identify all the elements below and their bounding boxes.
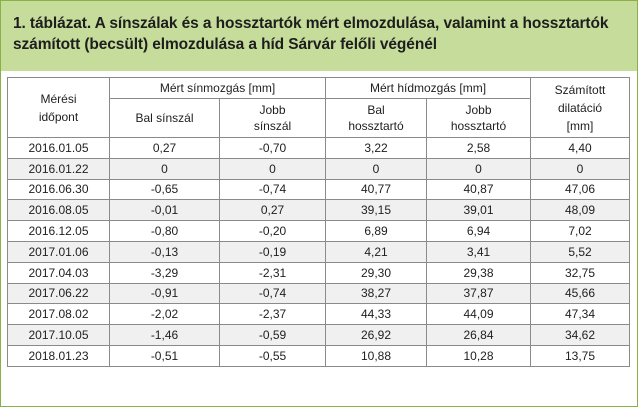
- cell-date: 2016.06.30: [8, 179, 110, 200]
- cell-right-girder: 39,01: [427, 200, 531, 221]
- cell-calc-dilation: 45,66: [531, 283, 630, 304]
- table-header: [8, 78, 630, 138]
- cell-date: 2018.01.23: [8, 345, 110, 366]
- cell-right-rail: -0,20: [220, 221, 326, 242]
- caption-line-2: számított (becsült) elmozdulása a híd Sárvár felőli végénél: [13, 36, 437, 53]
- header-right-girder: [427, 99, 531, 138]
- cell-calc-dilation: 13,75: [531, 345, 630, 366]
- cell-left-girder: 4,21: [326, 241, 427, 262]
- cell-left-rail: -0,65: [110, 179, 220, 200]
- cell-left-rail: -2,02: [110, 304, 220, 325]
- cell-left-rail: -3,29: [110, 262, 220, 283]
- cell-right-girder: 0: [427, 158, 531, 179]
- cell-right-girder: 44,09: [427, 304, 531, 325]
- table-row: [8, 283, 630, 304]
- cell-right-rail: -0,70: [220, 138, 326, 159]
- table-row: [8, 138, 630, 159]
- cell-right-girder: 26,84: [427, 325, 531, 346]
- cell-date: 2016.08.05: [8, 200, 110, 221]
- cell-date: 2016.01.22: [8, 158, 110, 179]
- cell-left-rail: -0,80: [110, 221, 220, 242]
- cell-right-girder: 10,28: [427, 345, 531, 366]
- cell-calc-dilation: 4,40: [531, 138, 630, 159]
- cell-calc-dilation: 32,75: [531, 262, 630, 283]
- table-caption: [1, 1, 637, 71]
- cell-right-rail: -0,74: [220, 283, 326, 304]
- cell-right-rail: -2,31: [220, 262, 326, 283]
- header-calc-line-1: Számított: [554, 82, 606, 97]
- table-row: [8, 241, 630, 262]
- table-row: [8, 325, 630, 346]
- cell-right-rail: -0,74: [220, 179, 326, 200]
- cell-calc-dilation: 34,62: [531, 325, 630, 346]
- cell-date: 2017.08.02: [8, 304, 110, 325]
- header-calc-dilation: [531, 78, 630, 138]
- header-date: [8, 78, 110, 138]
- cell-calc-dilation: 5,52: [531, 241, 630, 262]
- table-row: [8, 262, 630, 283]
- cell-calc-dilation: 47,06: [531, 179, 630, 200]
- cell-left-rail: -0,13: [110, 241, 220, 262]
- table-row: [8, 179, 630, 200]
- cell-right-girder: 2,58: [427, 138, 531, 159]
- cell-date: 2017.10.05: [8, 325, 110, 346]
- header-left-girder-line-1: Bal: [367, 103, 385, 117]
- cell-right-rail: 0,27: [220, 200, 326, 221]
- table-row: [8, 345, 630, 366]
- cell-calc-dilation: 47,34: [531, 304, 630, 325]
- header-rail-group: Mért sínmozgás [mm]: [110, 78, 326, 99]
- cell-date: 2017.01.06: [8, 241, 110, 262]
- cell-date: 2016.12.05: [8, 221, 110, 242]
- table-body: [8, 138, 630, 367]
- cell-date: 2016.01.05: [8, 138, 110, 159]
- cell-left-rail: 0,27: [110, 138, 220, 159]
- cell-right-rail: -0,19: [220, 241, 326, 262]
- cell-left-girder: 10,88: [326, 345, 427, 366]
- header-bridge-group: Mért hídmozgás [mm]: [326, 78, 531, 99]
- header-calc-line-3: [mm]: [566, 118, 594, 133]
- cell-left-girder: 0: [326, 158, 427, 179]
- cell-left-girder: 29,30: [326, 262, 427, 283]
- cell-right-rail: -0,59: [220, 325, 326, 346]
- table-row: [8, 221, 630, 242]
- cell-left-girder: 39,15: [326, 200, 427, 221]
- cell-right-girder: 6,94: [427, 221, 531, 242]
- header-right-rail-line-2: sínszál: [253, 119, 292, 133]
- cell-date: 2017.04.03: [8, 262, 110, 283]
- header-calc-line-2: dilatáció: [558, 100, 603, 115]
- table-row: [8, 304, 630, 325]
- header-date-line-1: Mérési: [40, 91, 77, 106]
- cell-right-rail: -2,37: [220, 304, 326, 325]
- cell-left-rail: -0,01: [110, 200, 220, 221]
- cell-date: 2017.06.22: [8, 283, 110, 304]
- cell-left-rail: -0,91: [110, 283, 220, 304]
- header-right-rail: [220, 99, 326, 138]
- cell-right-rail: -0,55: [220, 345, 326, 366]
- cell-left-girder: 38,27: [326, 283, 427, 304]
- header-date-line-2: időpont: [38, 109, 79, 124]
- caption-line-1: 1. táblázat. A sínszálak és a hossztartók mért elmozdulása, valamint a hossztartók: [13, 15, 609, 32]
- cell-left-girder: 40,77: [326, 179, 427, 200]
- cell-left-girder: 26,92: [326, 325, 427, 346]
- cell-calc-dilation: 7,02: [531, 221, 630, 242]
- header-left-girder: [326, 99, 427, 138]
- header-right-girder-line-2: hossztartó: [450, 119, 507, 133]
- header-left-rail: Bal sínszál: [110, 99, 220, 138]
- cell-right-girder: 3,41: [427, 241, 531, 262]
- header-left-girder-line-2: hossztartó: [348, 119, 404, 133]
- cell-left-girder: 3,22: [326, 138, 427, 159]
- table-row: [8, 158, 630, 179]
- measurement-table: [7, 77, 630, 367]
- cell-right-rail: 0: [220, 158, 326, 179]
- cell-left-rail: 0: [110, 158, 220, 179]
- cell-left-girder: 44,33: [326, 304, 427, 325]
- cell-right-girder: 40,87: [427, 179, 531, 200]
- cell-calc-dilation: 0: [531, 158, 630, 179]
- cell-right-girder: 29,38: [427, 262, 531, 283]
- cell-left-rail: -1,46: [110, 325, 220, 346]
- header-right-girder-line-1: Jobb: [465, 103, 492, 117]
- cell-left-rail: -0,51: [110, 345, 220, 366]
- table-row: [8, 200, 630, 221]
- header-right-rail-line-1: Jobb: [259, 103, 286, 117]
- cell-calc-dilation: 48,09: [531, 200, 630, 221]
- cell-right-girder: 37,87: [427, 283, 531, 304]
- cell-left-girder: 6,89: [326, 221, 427, 242]
